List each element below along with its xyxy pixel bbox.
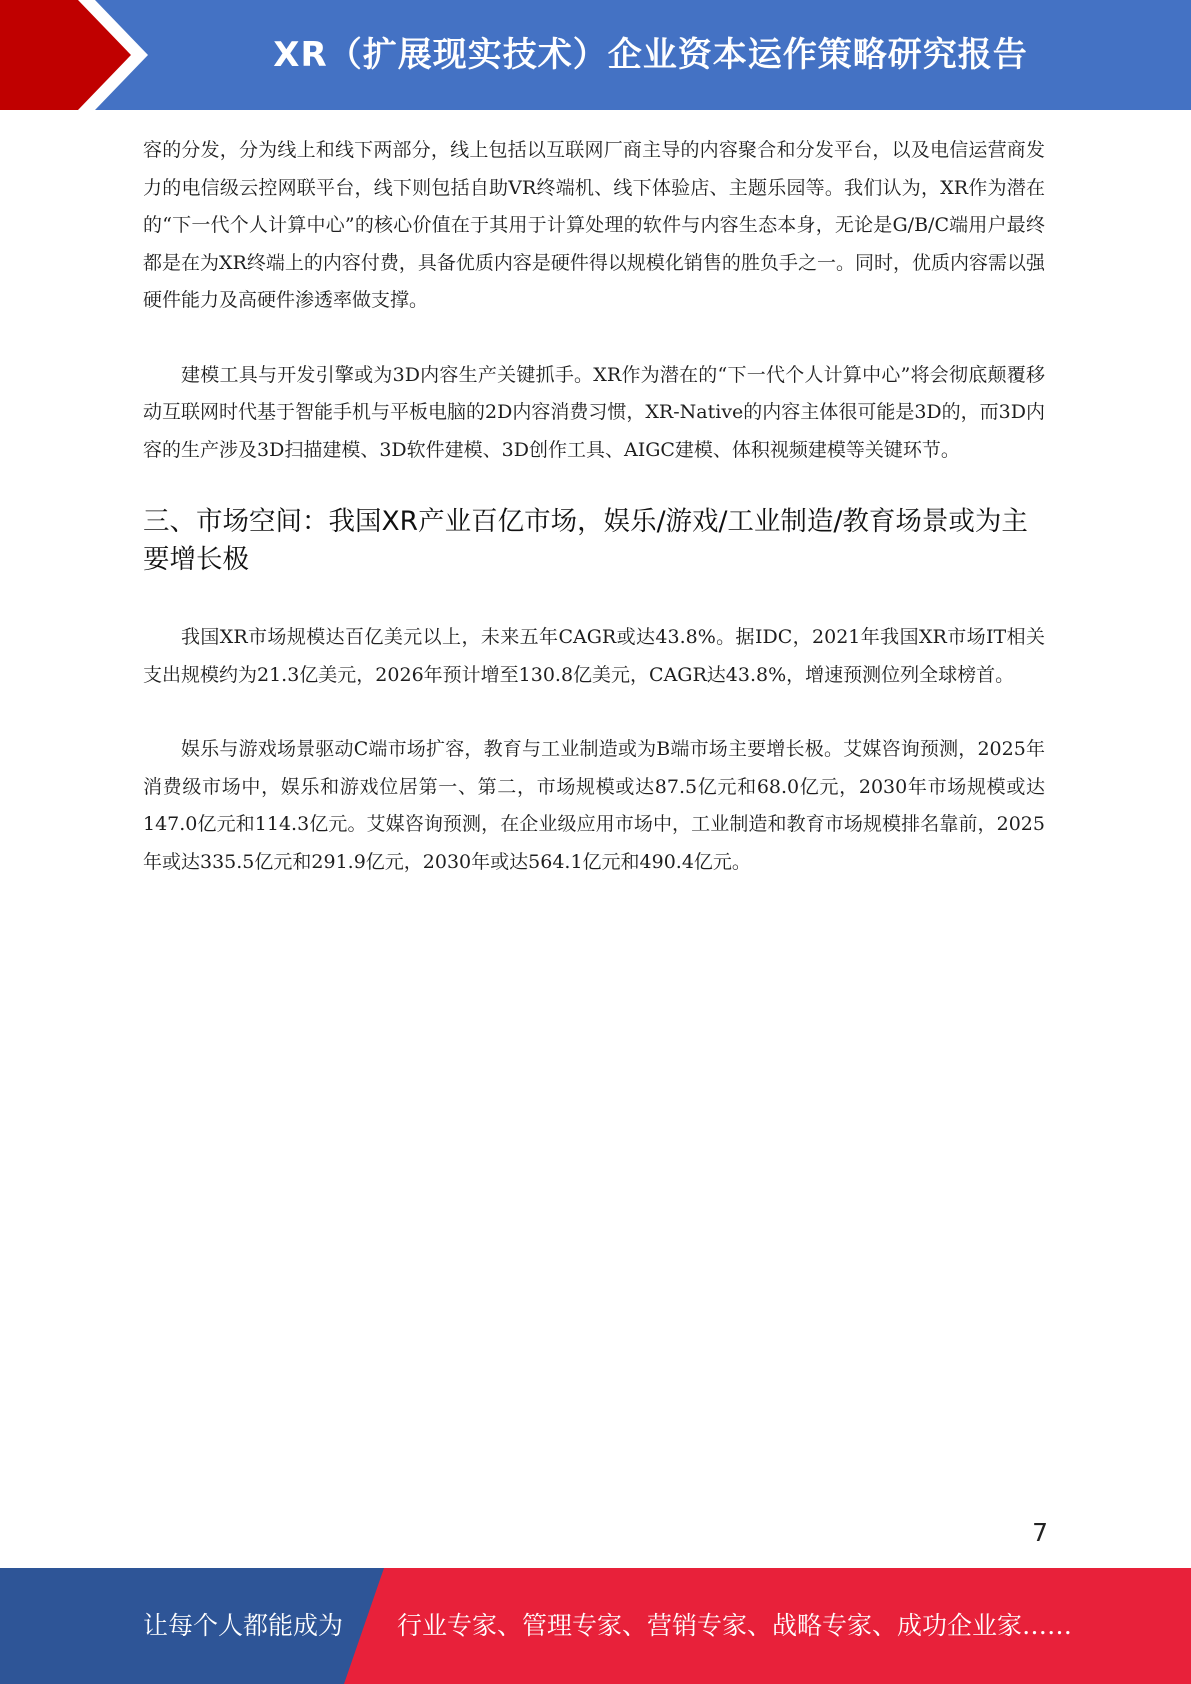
page-number: 7	[1032, 1518, 1048, 1547]
paragraph-content-distribution: 容的分发，分为线上和线下两部分，线上包括以互联网厂商主导的内容聚合和分发平台，以及电信运营商发力的电信级云控网联平台，线下则包括自助VR终端机、线下体验店、主题乐园等。我们认为，XR作为潜在的“下一代个人计算中心”的核心价值在于其用于计算处理的软件与内容生态本身，无论是G/B/C端用户最终都是在为XR终端上的内容付费，具备优质内容是硬件得以规模化销售的胜负手之一。同时，优质内容需以强硬件能力及高硬件渗透率做支撑。	[143, 139, 1045, 311]
footer-slogan-right: 行业专家、管理专家、营销专家、战略专家、成功企业家……	[397, 1611, 1073, 1640]
paragraph-modeling-tools: 建模工具与开发引擎或为3D内容生产关键抓手。XR作为潜在的“下一代个人计算中心”将会彻底颠覆移动互联网时代基于智能手机与平板电脑的2D内容消费习惯，XR-Native的内容主体很可能是3D的，而3D内容的生产涉及3D扫描建模、3D软件建模、3D创作工具、AIGC建模、体积视频建模等关键环节。	[143, 363, 1045, 461]
report-title: XR（扩展现实技术）企业资本运作策略研究报告	[273, 35, 1028, 75]
header-banner	[0, 0, 1191, 110]
paragraph-growth-scenarios: 娱乐与游戏场景驱动C端市场扩容，教育与工业制造或为B端市场主要增长极。艾媒咨询预测，2025年消费级市场中，娱乐和游戏位居第一、第二，市场规模或达87.5亿元和68.0亿元，2030年市场规模或达147.0亿元和114.3亿元。艾媒咨询预测，在企业级应用市场中，工业制造和教育市场规模排名靠前，2025年或达335.5亿元和291.9亿元，2030年或达564.1亿元和490.4亿元。	[143, 738, 1045, 873]
section-heading-market-space: 三、市场空间：我国XR产业百亿市场，娱乐/游戏/工业制造/教育场景或为主要增长极	[143, 506, 1028, 575]
footer-banner	[0, 1568, 1191, 1684]
page-content	[143, 132, 1045, 881]
footer-slogan-left: 让每个人都能成为	[143, 1611, 344, 1640]
paragraph-market-size: 我国XR市场规模达百亿美元以上，未来五年CAGR或达43.8%。据IDC，2021年我国XR市场IT相关支出规模约为21.3亿美元，2026年预计增至130.8亿美元，CAGR达43.8%，增速预测位列全球榜首。	[143, 626, 1045, 686]
